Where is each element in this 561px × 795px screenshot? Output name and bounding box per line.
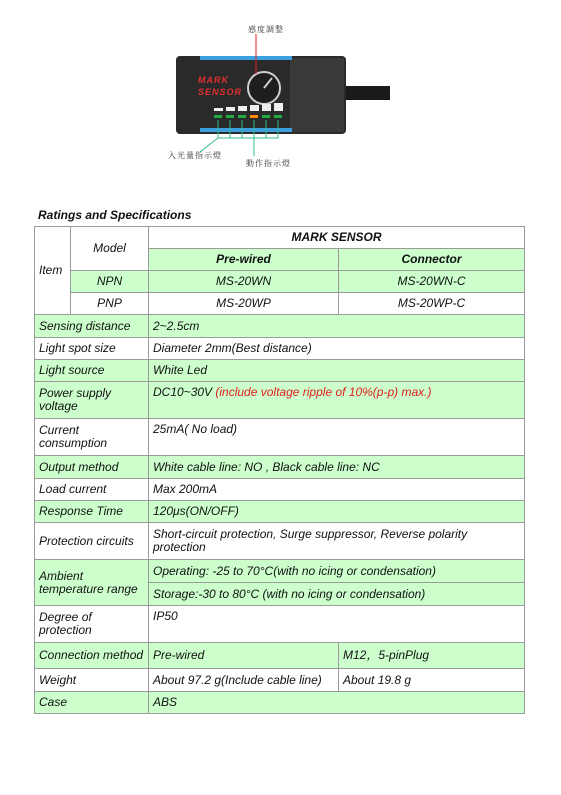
response-label: Response Time xyxy=(35,501,149,523)
spec-table xyxy=(34,226,525,714)
section-heading: Ratings and Specifications xyxy=(38,208,192,222)
brand-label xyxy=(198,74,242,98)
case-label: Case xyxy=(35,692,149,714)
brand-line1: MARK xyxy=(198,75,229,85)
connection-label: Connection method xyxy=(35,643,149,669)
protection-value: Short-circuit protection, Surge suppressor, Reverse polarity protection xyxy=(149,523,525,560)
brand-line2: SENSOR xyxy=(198,87,243,97)
ambient-label: Ambient temperature range xyxy=(35,560,149,606)
item-cell: Item xyxy=(35,227,71,315)
output-label: Output method xyxy=(35,456,149,479)
group-header: MARK SENSOR xyxy=(149,227,525,249)
ambient-storage: Storage:-30 to 80°C (with no icing or condensation) xyxy=(149,583,525,606)
source-value: White Led xyxy=(149,360,525,382)
connection-prewired: Pre-wired xyxy=(149,643,339,669)
power-note: (include voltage ripple of 10%(p-p) max.) xyxy=(215,385,432,399)
power-label: Power supply voltage xyxy=(35,382,149,419)
weight-label: Weight xyxy=(35,669,149,692)
sensing-label: Sensing distance xyxy=(35,315,149,338)
weight-connector: About 19.8 g xyxy=(339,669,525,692)
col-prewired: Pre-wired xyxy=(149,249,339,271)
sensing-value: 2~2.5cm xyxy=(149,315,525,338)
label-action-indicator: 動作指示燈 xyxy=(246,159,291,168)
degree-label: Degree of protection xyxy=(35,606,149,643)
connection-connector: M12，5-pinPlug xyxy=(339,643,525,669)
protection-label: Protection circuits xyxy=(35,523,149,560)
pnp-connector: MS-20WP-C xyxy=(339,293,525,315)
response-value: 120μs(ON/OFF) xyxy=(149,501,525,523)
load-label: Load current xyxy=(35,479,149,501)
col-connector: Connector xyxy=(339,249,525,271)
npn-label: NPN xyxy=(71,271,149,293)
pnp-prewired: MS-20WP xyxy=(149,293,339,315)
sensor-figure xyxy=(160,18,410,178)
power-value-cell xyxy=(149,382,525,419)
label-light-indicator: 入光量指示燈 xyxy=(168,151,222,160)
source-label: Light source xyxy=(35,360,149,382)
npn-prewired: MS-20WN xyxy=(149,271,339,293)
current-value: 25mA( No load) xyxy=(149,419,525,456)
degree-value: IP50 xyxy=(149,606,525,643)
pnp-label: PNP xyxy=(71,293,149,315)
power-value: DC10~30V xyxy=(153,385,216,399)
npn-connector: MS-20WN-C xyxy=(339,271,525,293)
label-adjust: 感度調整 xyxy=(248,25,284,34)
model-cell: Model xyxy=(71,227,149,271)
case-value: ABS xyxy=(149,692,525,714)
output-value: White cable line: NO , Black cable line: NC xyxy=(149,456,525,479)
spot-value: Diameter 2mm(Best distance) xyxy=(149,338,525,360)
current-label: Current consumption xyxy=(35,419,149,456)
spot-label: Light spot size xyxy=(35,338,149,360)
weight-prewired: About 97.2 g(Include cable line) xyxy=(149,669,339,692)
load-value: Max 200mA xyxy=(149,479,525,501)
ambient-operating: Operating: -25 to 70°C(with no icing or condensation) xyxy=(149,560,525,583)
